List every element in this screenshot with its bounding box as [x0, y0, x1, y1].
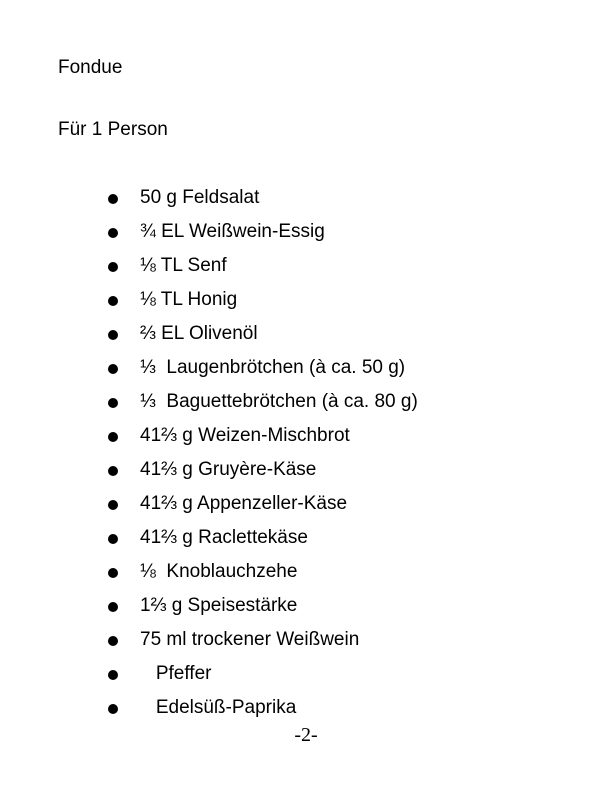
ingredient-text: ⅓ Baguettebrötchen (à ca. 80 g)	[140, 391, 418, 412]
page-number: -2-	[294, 724, 318, 746]
recipe-title: Fondue	[58, 57, 123, 78]
ingredient-text: 41⅔ g Appenzeller-Käse	[140, 493, 348, 514]
bullet-icon	[108, 398, 118, 408]
ingredient-text: 1⅔ g Speisestärke	[140, 595, 298, 616]
bullet-icon	[108, 466, 118, 476]
bullet-icon	[108, 194, 118, 204]
ingredient-text: ¾ EL Weißwein-Essig	[140, 221, 325, 242]
servings-line: Für 1 Person	[58, 119, 168, 140]
ingredient-text: 41⅔ g Gruyère-Käse	[140, 459, 317, 480]
ingredient-text: Edelsüß-Paprika	[140, 697, 297, 718]
bullet-icon	[108, 704, 118, 714]
ingredient-text: ⅓ Laugenbrötchen (à ca. 50 g)	[140, 357, 406, 378]
ingredient-text: 75 ml trockener Weißwein	[140, 629, 360, 650]
ingredient-text: Pfeffer	[140, 663, 212, 684]
bullet-icon	[108, 670, 118, 680]
ingredient-text: 50 g Feldsalat	[140, 187, 260, 208]
bullet-icon	[108, 262, 118, 272]
bullet-icon	[108, 534, 118, 544]
ingredient-text: 41⅔ g Weizen-Mischbrot	[140, 425, 350, 446]
ingredient-text: ⅛ TL Honig	[140, 289, 238, 310]
bullet-icon	[108, 330, 118, 340]
bullet-icon	[108, 364, 118, 374]
ingredient-text: 41⅔ g Raclettekäse	[140, 527, 308, 548]
bullet-icon	[108, 568, 118, 578]
ingredient-text: ⅔ EL Olivenöl	[140, 323, 258, 344]
bullet-icon	[108, 636, 118, 646]
ingredient-text: ⅛ Knoblauchzehe	[140, 561, 298, 582]
bullet-icon	[108, 296, 118, 306]
bullet-icon	[108, 602, 118, 612]
bullet-icon	[108, 432, 118, 442]
bullet-icon	[108, 500, 118, 510]
bullet-icon	[108, 228, 118, 238]
ingredient-text: ⅛ TL Senf	[140, 255, 227, 276]
